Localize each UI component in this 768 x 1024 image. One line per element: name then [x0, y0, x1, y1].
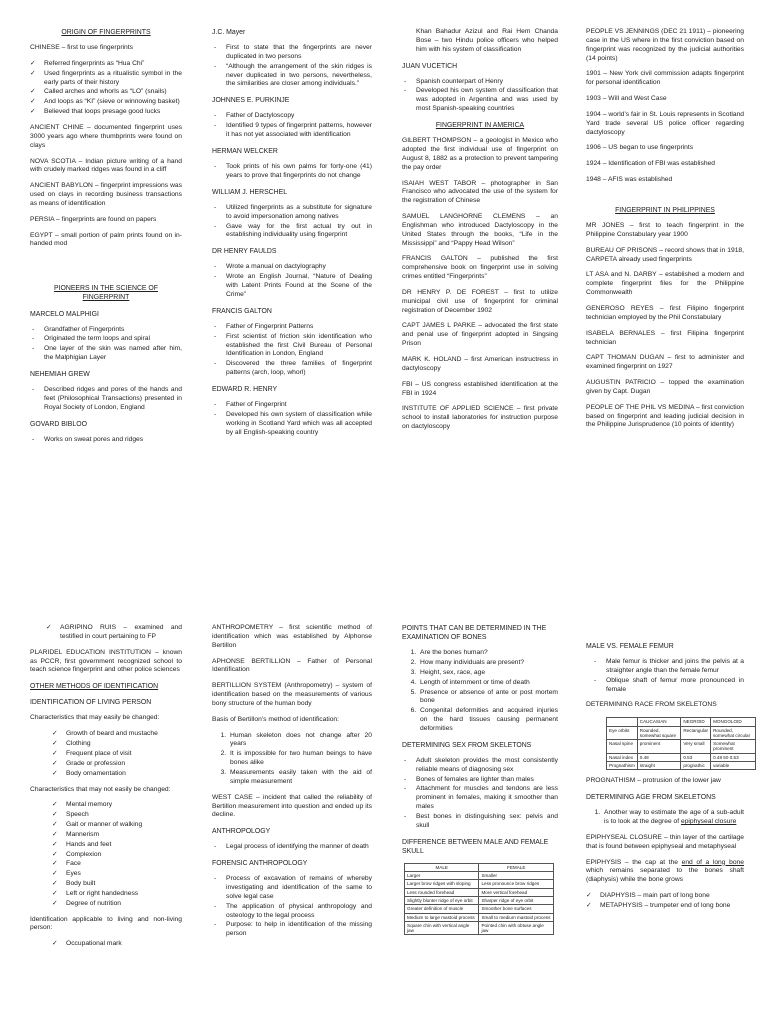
table-row: [607, 762, 756, 770]
list-item: 4. Length of internment or time of death: [418, 679, 558, 688]
list-item: ✓ Clothing: [52, 740, 182, 749]
tabor-paragraph: ISAIAH WEST TABOR – photographer in San Francisco who advocated the use of the system for the registration of Chinese: [402, 179, 558, 205]
table-cell: Very small: [681, 740, 711, 754]
list-item: - Father of Dactyloscopy: [212, 112, 372, 121]
table-cell: Nasal spine: [607, 740, 638, 754]
sex-list: [402, 757, 558, 831]
medina-paragraph: PEOPLE OF THE PHIL VS MEDINA – first conviction based on fingerprint and leading judicial decision in the Philippine Jurisprudence (10 points of identity): [586, 403, 744, 429]
vucetich-name: JUAN VUCETICH: [402, 62, 458, 70]
list-item: 5. Presence or absence of ante or post mortem bone: [418, 689, 558, 707]
age-item-text: Another way to estimate the age of a sub-adult is to look at the degree of: [604, 809, 744, 826]
table-row: [405, 913, 554, 921]
herschel-list: [212, 204, 372, 240]
table-cell: Less pronounce brow ridges: [479, 880, 554, 888]
table-cell: Greater definition of muscle: [405, 905, 479, 913]
other-methods-title: OTHER METHODS OF IDENTIFICATION: [30, 683, 159, 691]
table-row: [607, 753, 756, 761]
list-item: - Male femur is thicker and joins the pelvis at a straighter angle than the female femur: [592, 658, 744, 676]
anthropology-heading: ANTHROPOLOGY: [212, 828, 271, 836]
points-list: [402, 649, 558, 734]
list-item: ✓ Body ornamentation: [52, 770, 182, 779]
list-item: - Took prints of his own palms for forty-one (41) years to prove that fingerprints do not change: [212, 163, 372, 181]
points-title: POINTS THAT CAN BE DETERMINED IN THE EXAMINATION OF BONES: [402, 625, 547, 642]
table-cell: Larger brow ridges with sloping: [405, 880, 479, 888]
list-item: - The application of physical anthropology and osteology to the legal process: [212, 903, 372, 921]
afis1948-paragraph: 1948 – AFIS was established: [586, 176, 673, 184]
nova-scotia-paragraph: NOVA SCOTIA – Indian picture writing of a hand with crudely marked ridges was found in a cliff: [30, 157, 182, 174]
list-item: ✓ Body built: [52, 880, 182, 889]
table-header-cell: NEGROID: [681, 718, 711, 726]
purkinje-name: JOHNNES E. PURKINJE: [212, 97, 290, 105]
faulds-list: [212, 263, 372, 299]
table-cell: Eye orbits: [607, 726, 638, 740]
list-item: - Originated the term loops and spiral: [30, 335, 182, 344]
list-item: - Purpose: to help in identification of the missing person: [212, 921, 372, 939]
philippines-title: FINGERPRINT IN PHILIPPINES: [615, 206, 715, 214]
epiphyseal-closure-paragraph: EPIPHYSEAL CLOSURE – thin layer of the cartilage that is found between epiphyseal and metaphyseal: [586, 833, 744, 850]
table-cell: Larger: [405, 872, 479, 880]
bidloo-list: [30, 436, 182, 445]
table-header-cell: CAUCASIAN: [637, 718, 681, 726]
list-item: ✓ Grade or profession: [52, 760, 182, 769]
list-item: 1. Human skeleton does not change after 20 years: [228, 732, 372, 750]
list-item: - Wrote a manual on dactylography: [212, 263, 372, 272]
race-heading: DETERMINING RACE FROM SKELETONS: [586, 701, 717, 709]
khan-continuation: Khan Bahadur Azizul and Rai Hem Chanda Bose – two Hindu police officers who helped him with his system of classification: [416, 28, 558, 53]
bertillon-paragraph: APHONSE BERTILLION – Father of Personal Identification: [212, 657, 372, 674]
darby-paragraph: LT ASA and N. DARBY – established a modern and complete fingerprint files for the Philippine Commonwealth: [586, 271, 744, 297]
table-row: [405, 880, 554, 888]
sex-heading: DETERMINING SEX FROM SKELETONS: [402, 741, 532, 749]
list-item: 3. Height, sex, race, age: [418, 669, 558, 678]
list-item: - Developed his own system of classification while working in Scotland Yard which was all accepted by all English-speaking country: [212, 411, 372, 438]
may-change-list: [52, 730, 182, 778]
ancient-chine-paragraph: ANCIENT CHINE – documented fingerprint uses 3000 years ago where thumbprints were found on clays: [30, 124, 182, 149]
fair1904-paragraph: 1904 – world’s fair in St. Louis represents in Scotland Yard trade several US police officer regarding dactyloscopy: [586, 110, 744, 136]
epiphysis-text: EPIPHYSIS – the cap at the: [586, 858, 682, 866]
top-column-2: [188, 28, 372, 580]
patricio-paragraph: AUGUSTIN PATRICIO – topped the examination given by Capt. Dugan: [586, 379, 744, 395]
table-row: [607, 740, 756, 754]
faulds-name: DR HENRY FAULDS: [212, 248, 277, 256]
applicable-list: [52, 940, 182, 949]
list-item: - Attachment for muscles and tendons are less prominent in females, making it smoother than males: [402, 785, 558, 812]
epiphysis-underlined: end of a long bone: [681, 858, 744, 866]
galton-book-paragraph: FRANCIS GALTON – published the first comprehensive book on fingerprint use in solving crimes entitled “Fingerprints”: [402, 255, 558, 281]
list-item: 6. Congenital deformities and acquired injuries on the hard tissues causing permanent deformities: [418, 707, 558, 734]
not-change-list: [52, 801, 182, 908]
america-title: FINGERPRINT IN AMERICA: [435, 122, 525, 130]
reyes-paragraph: GENEROSO REYES – first Filipino fingerprint technician employed by the Phil Constabulary: [586, 304, 744, 321]
forensic-heading: FORENSIC ANTHROPOLOGY: [212, 860, 308, 868]
age-item-underlined: epiphyseal closure: [680, 818, 737, 826]
table-row: [405, 872, 554, 880]
bertillon-system-paragraph: BERTILLION SYSTEM (Anthropometry) – system of identification based on the measurements of various bony structure of the human body: [212, 682, 372, 707]
bone-parts-list: [586, 892, 744, 911]
applicable-heading: Identification applicable to living and non-living person:: [30, 915, 182, 932]
list-item: ✓ Growth of beard and mustache: [52, 730, 182, 739]
ny1901-paragraph: 1901 – New York civil commission adapts fingerprint for personal identification: [586, 70, 744, 87]
table-cell: Sharper ridge of eye orbit: [479, 897, 554, 905]
list-item: ✓ Frequent place of visit: [52, 750, 182, 759]
list-item: - Discovered the three families of fingerprint patterns (arch, loop, whorl): [212, 360, 372, 378]
list-item: ✓ Degree of nutrition: [52, 900, 182, 909]
epiphysis-text-end: which remains separated to the bones shaft (diaphysis) while the bone grows: [586, 867, 744, 884]
top-page: [0, 28, 768, 580]
galton-name: FRANCIS GALTON: [212, 307, 272, 315]
fbi-paragraph: FBI – US congress established identification at the FBI in 1924: [402, 380, 558, 397]
origin-title: ORIGIN OF FINGERPRINTS: [61, 29, 151, 36]
thompson-paragraph: GILBERT THOMPSON – a geologist in Mexico who adopted the first individual use of fingerprint on August 8, 1882 as a protection to prevent tampering the pay order: [402, 137, 558, 171]
list-item: ✓ Face: [52, 860, 182, 869]
table-cell: Rectangular: [681, 726, 711, 740]
skull-heading: DIFFERENCE BETWEEN MALE AND FEMALE SKULL: [402, 838, 549, 855]
list-item: - Works on sweat pores and ridges: [30, 436, 182, 445]
malphigi-list: [30, 326, 182, 363]
list-item: 3. Measurements easily taken with the aid of simple measurement: [228, 769, 372, 787]
table-header-cell: MONGOLOID: [711, 718, 756, 726]
table-row: [405, 921, 554, 935]
not-change-heading: Characteristics that may not easily be changed:: [30, 785, 171, 793]
table-cell: Pointed chin with obtuse angle jaw: [479, 921, 554, 935]
mayer-name: J.C. Mayer: [212, 29, 246, 36]
jones-paragraph: MR JONES – first to teach fingerprint in the Philippine Constabulary year 1900: [586, 222, 744, 238]
list-item: - Utilized fingerprints as a substitute for signature to avoid impersonation among natives: [212, 204, 372, 222]
top-column-1: [0, 28, 188, 580]
table-cell: Somewhat prominent: [711, 740, 756, 754]
table-cell: straight: [637, 762, 681, 770]
list-item: - “Although the arrangement of the skin ridges is never duplicated in two persons, nevertheless, the similarities are closer among individuals.”: [212, 63, 372, 90]
table-header-row: [405, 863, 554, 871]
table-cell: Less rounded forehead: [405, 888, 479, 896]
dugan-paragraph: CAPT THOMAN DUGAN – first to administer and examined fingerprint on 1927: [586, 354, 744, 371]
age-heading: DETERMINING AGE FROM SKELETONS: [586, 794, 716, 802]
holand-paragraph: MARK K. HOLAND – first American instructress in dactyloscopy: [402, 356, 558, 372]
living-person-heading: IDENTIFICATION OF LIVING PERSON: [30, 699, 152, 707]
list-item: ✓ And loops as “KI” (sieve or winnowing basket): [30, 98, 182, 107]
table-cell: 0.53: [681, 753, 711, 761]
list-item: - Developed his own system of classification that was adopted in Argentina and was used by most Spanish-speaking countries: [402, 87, 558, 114]
basis-list: [212, 732, 372, 787]
west1903-paragraph: 1903 – Will and West Case: [586, 95, 667, 103]
top-column-4: [558, 28, 768, 580]
table-cell: Medium to large mastoid process: [405, 913, 479, 921]
list-item: ✓ Mannerism: [52, 831, 182, 840]
list-item: ✓ Hands and feet: [52, 841, 182, 850]
table-row: [607, 726, 756, 740]
list-item: ✓ AGRIPINO RUIS – examined and testified in court pertaining to FP: [46, 624, 182, 642]
list-item: ✓ METAPHYSIS – trumpeter end of long bone: [586, 902, 744, 911]
table-cell: More vertical forehead: [479, 888, 554, 896]
table-header-row: [607, 718, 756, 726]
bottom-column-4: [558, 624, 768, 1024]
list-item: ✓ Gait or manner of walking: [52, 821, 182, 830]
list-item: - Bones of females are lighter than males: [402, 776, 558, 785]
herschel-name: WILLIAM J. HERSCHEL: [212, 188, 288, 196]
list-item: 1. Are the bones human?: [418, 649, 558, 658]
list-item: - Process of excavation of remains of whereby investigating and identification of the same to solve legal case: [212, 875, 372, 902]
mayer-list: [212, 44, 372, 89]
list-item: - Wrote an English Journal, “Nature of Dealing with Latent Prints Found at the Scene of the Crime”: [212, 273, 372, 300]
list-item: - First scientist of friction skin identification who established the first Civil Bureau of Personal Identification in London, England: [212, 333, 372, 360]
anthropometry-paragraph: ANTHROPOMETRY – first scientific method of identification which was established by Alphonse Bertillon: [212, 624, 372, 649]
welcker-list: [212, 163, 372, 181]
bernales-paragraph: ISABELA BERNALES – first Filipina fingerprint technician: [586, 329, 744, 346]
deforest-paragraph: DR HENRY P. DE FOREST – first to utilize municipal civil use of fingerprint for criminal registration of December 1902: [402, 288, 558, 314]
table-cell: 0.48: [637, 753, 681, 761]
anthropology-list: [212, 843, 372, 852]
list-item: [602, 809, 744, 827]
femur-heading: MALE VS. FEMALE FEMUR: [586, 643, 674, 650]
bidloo-name: GOVARD BIBLOO: [30, 420, 87, 428]
clemens-paragraph: SAMUEL LANGHORNE CLEMENS – an Englishman who introduced Dactyloscopy in the United States through the books, “Life in the Mississippi” and “Pappy Head Wilson”: [402, 213, 558, 247]
grew-list: [30, 386, 182, 413]
list-item: - Oblique shaft of femur more pronounced in female: [592, 677, 744, 695]
henry-list: [212, 401, 372, 437]
age-list: [586, 809, 744, 827]
list-item: - Adult skeleton provides the most consistently reliable means of diagnosing sex: [402, 757, 558, 775]
list-item: ✓ Called arches and whorls as “LO” (snails): [30, 88, 182, 97]
list-item: - Gave way for the first actual try out in establishing individuality using fingerprint: [212, 223, 372, 241]
table-row: [405, 897, 554, 905]
table-cell: Slightly blunter ridge of eye orbit: [405, 897, 479, 905]
ruis-list: [46, 624, 182, 642]
may-change-heading: Characteristics that may easily be changed:: [30, 714, 160, 722]
chinese-heading: CHINESE – first to use fingerprints: [30, 44, 133, 52]
table-header-cell: FEMALE: [479, 863, 554, 871]
list-item: ✓ Occupational mark: [52, 940, 182, 949]
fbi1924-paragraph: 1924 – Identification of FBI was established: [586, 160, 715, 168]
welcker-name: HERMAN WELCKER: [212, 147, 278, 155]
table-cell: Rounded, somewhat circular: [711, 726, 756, 740]
chinese-list: [30, 60, 182, 117]
table-cell: prominent: [637, 740, 681, 754]
table-cell: Prognathism: [607, 762, 638, 770]
race-table: [606, 717, 756, 770]
femur-list: [592, 658, 744, 694]
list-item: 2. How many individuals are present?: [418, 659, 558, 668]
list-item: - Legal process of identifying the manner of death: [212, 843, 372, 852]
table-row: [405, 888, 554, 896]
west-case-paragraph: WEST CASE – incident that called the reliability of Bertillon measurement into question and ended up its decline.: [212, 793, 372, 819]
plaridel-paragraph: PLARIDEL EDUCATION INSTITUTION – known as PCCR, first government recognized school to teach science fingerprint and other police sciences: [30, 648, 182, 674]
top-column-3: [372, 28, 558, 580]
bottom-column-1: [0, 624, 188, 1024]
prognathism-paragraph: PROGNATHISM – protrusion of the lower jaw: [586, 777, 721, 785]
bottom-page: [0, 624, 768, 1024]
table-row: [405, 905, 554, 913]
list-item: ✓ Left or right handedness: [52, 890, 182, 899]
list-item: - Identified 9 types of fingerprint patterns, however it has not yet associated with identification: [212, 122, 372, 140]
table-cell: Small to medium mastoid process: [479, 913, 554, 921]
table-cell: Square chin with vertical angle jaw: [405, 921, 479, 935]
list-item: ✓ Speech: [52, 811, 182, 820]
list-item: ✓ Believed that loops presage good lucks: [30, 108, 182, 117]
purkinje-list: [212, 112, 372, 140]
table-header-cell: [607, 718, 638, 726]
babylon-paragraph: ANCIENT BABYLON – fingerprint impressions was used on clays in recording business transactions as means of identification: [30, 182, 182, 207]
list-item: - Described ridges and pores of the hands and feet (Philosophical Transactions) presented in Royal Society of London, England: [30, 386, 182, 413]
forensic-list: [212, 875, 372, 939]
list-item: ✓ Mental memory: [52, 801, 182, 810]
bottom-column-2: [188, 624, 372, 1024]
table-cell: Smoother bone surfaces: [479, 905, 554, 913]
epiphysis-paragraph: [586, 859, 744, 886]
list-item: - Best bones in distinguishing sex: pelvis and skull: [402, 813, 558, 831]
list-item: - One layer of the skin was named after him, the Malphigian Layer: [30, 345, 182, 363]
skull-table: [404, 863, 554, 936]
list-item: ✓ Referred fingerprints as “Hua Chi”: [30, 60, 182, 69]
pioneers-title: PIONEERS IN THE SCIENCE OF FINGERPRINT: [53, 285, 158, 302]
list-item: - Grandfather of Fingerprints: [30, 326, 182, 335]
grew-name: NEHEMIAH GREW: [30, 371, 90, 378]
ias-paragraph: INSTITUTE OF APPLIED SCIENCE – first private school to install laboratories for instruction purpose on dactyloscopy: [402, 405, 558, 431]
table-cell: Rounded, somewhat square: [637, 726, 681, 740]
army1906-paragraph: 1906 – US began to use fingerprints: [586, 144, 694, 152]
vucetich-list: [402, 78, 558, 114]
table-cell: variable: [711, 762, 756, 770]
henry-name: EDWARD R. HENRY: [212, 385, 278, 393]
persia-paragraph: PERSIA – fingerprints are found on papers: [30, 215, 157, 223]
list-item: ✓ Complexion: [52, 851, 182, 860]
list-item: - Father of Fingerprint: [212, 401, 372, 410]
list-item: ✓ DIAPHYSIS – main part of long bone: [586, 892, 744, 901]
table-cell: Smaller: [479, 872, 554, 880]
table-header-cell: MALE: [405, 863, 479, 871]
prisons-paragraph: BUREAU OF PRISONS – record shows that in 1918, CARPETA already used fingerprints: [586, 246, 744, 263]
parke-paragraph: CAPT JAMES L PARKE – advocated the first state and penal use of fingerprint adopted in Singsing Prison: [402, 322, 558, 348]
table-cell: prognathic: [681, 762, 711, 770]
list-item: ✓ Eyes: [52, 870, 182, 879]
list-item: 2. It is impossible for two human beings to have bones alike: [228, 750, 372, 768]
malphigi-name: MARCELO MALPHIGI: [30, 310, 99, 318]
galton-list: [212, 323, 372, 378]
list-item: - Spanish counterpart of Henry: [402, 78, 558, 87]
egypt-paragraph: EGYPT – small portion of palm prints found on in-handed mod: [30, 231, 182, 248]
jennings-paragraph: PEOPLE VS JENNINGS (DEC 21 1911) – pioneering case in the US where in the first conviction based on fingerprint was recognized by the judicial authorities (14 points): [586, 28, 744, 62]
basis-heading: Basis of Bertillon’s method of identification:: [212, 715, 340, 723]
list-item: - Father of Fingerprint Patterns: [212, 323, 372, 332]
table-cell: Nasal index: [607, 753, 638, 761]
list-item: ✓ Used fingerprints as a ritualistic symbol in the early parts of their history: [30, 70, 182, 88]
bottom-column-3: [372, 624, 558, 1024]
list-item: - First to state that the fingerprints are never duplicated in two persons: [212, 44, 372, 62]
table-cell: 0.48 50 0.53: [711, 753, 756, 761]
